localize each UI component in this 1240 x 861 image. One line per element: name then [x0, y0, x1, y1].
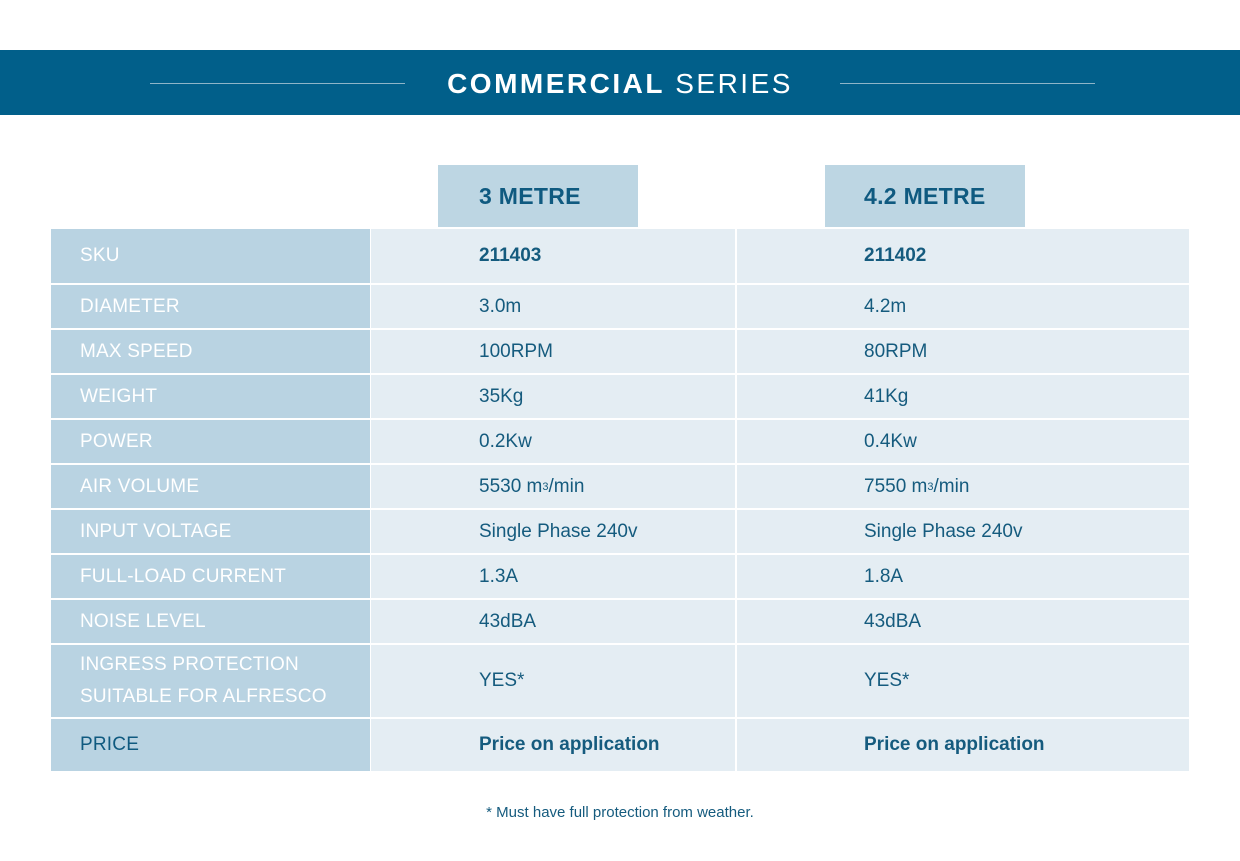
- cell-4-2-metre: Single Phase 240v: [737, 510, 1189, 553]
- cell-4-2-metre: 41Kg: [737, 375, 1189, 418]
- table-row-weight: [51, 375, 1189, 418]
- cell-3-metre: 43dBA: [371, 600, 735, 643]
- row-label: DIAMETER: [51, 285, 370, 328]
- series-banner: [0, 50, 1240, 115]
- cell-3-metre: 1.3A: [371, 555, 735, 598]
- row-label: PRICE: [51, 719, 370, 771]
- row-label: NOISE LEVEL: [51, 600, 370, 643]
- banner-rule-right: [840, 83, 1095, 84]
- column-header-3-metre: 3 METRE: [438, 165, 638, 227]
- cell-3-metre: 3.0m: [371, 285, 735, 328]
- row-label: INPUT VOLTAGE: [51, 510, 370, 553]
- row-label: POWER: [51, 420, 370, 463]
- cell-4-2-metre: 0.4Kw: [737, 420, 1189, 463]
- table-row-air-volume: [51, 465, 1189, 508]
- table-row-price: [51, 719, 1189, 771]
- cell-4-2-metre: Price on application: [737, 719, 1189, 771]
- cell-4-2-metre: 43dBA: [737, 600, 1189, 643]
- row-label: FULL-LOAD CURRENT: [51, 555, 370, 598]
- cell-4-2-metre: YES*: [737, 645, 1189, 717]
- cell-3-metre: 211403: [371, 229, 735, 283]
- series-title: [0, 67, 1240, 101]
- cell-3-metre: 100RPM: [371, 330, 735, 373]
- column-header-4-2-metre: 4.2 METRE: [825, 165, 1025, 227]
- footnote: * Must have full protection from weather.: [486, 804, 754, 821]
- row-label: AIR VOLUME: [51, 465, 370, 508]
- table-row-diameter: [51, 285, 1189, 328]
- row-label: INGRESS PROTECTION SUITABLE FOR ALFRESCO: [51, 645, 370, 717]
- cell-3-metre: 35Kg: [371, 375, 735, 418]
- cell-4-2-metre: 4.2m: [737, 285, 1189, 328]
- table-row-noise-level: [51, 600, 1189, 643]
- cell-3-metre: YES*: [371, 645, 735, 717]
- spec-table: [51, 229, 1189, 773]
- cell-3-metre: 0.2Kw: [371, 420, 735, 463]
- cell-4-2-metre: 7550 m 3 /min: [737, 465, 1189, 508]
- series-title-light: SERIES: [675, 68, 793, 99]
- cell-4-2-metre: 1.8A: [737, 555, 1189, 598]
- table-row-sku: [51, 229, 1189, 283]
- cell-4-2-metre: 211402: [737, 229, 1189, 283]
- cell-3-metre: Single Phase 240v: [371, 510, 735, 553]
- table-row-ingress-protection: [51, 645, 1189, 717]
- cell-3-metre: Price on application: [371, 719, 735, 771]
- cell-3-metre: 5530 m 3 /min: [371, 465, 735, 508]
- table-row-input-voltage: [51, 510, 1189, 553]
- table-row-max-speed: [51, 330, 1189, 373]
- row-label: SKU: [51, 229, 370, 283]
- table-row-power: [51, 420, 1189, 463]
- table-row-full-load-current: [51, 555, 1189, 598]
- row-label: WEIGHT: [51, 375, 370, 418]
- series-title-strong: COMMERCIAL: [447, 68, 665, 99]
- row-label: MAX SPEED: [51, 330, 370, 373]
- cell-4-2-metre: 80RPM: [737, 330, 1189, 373]
